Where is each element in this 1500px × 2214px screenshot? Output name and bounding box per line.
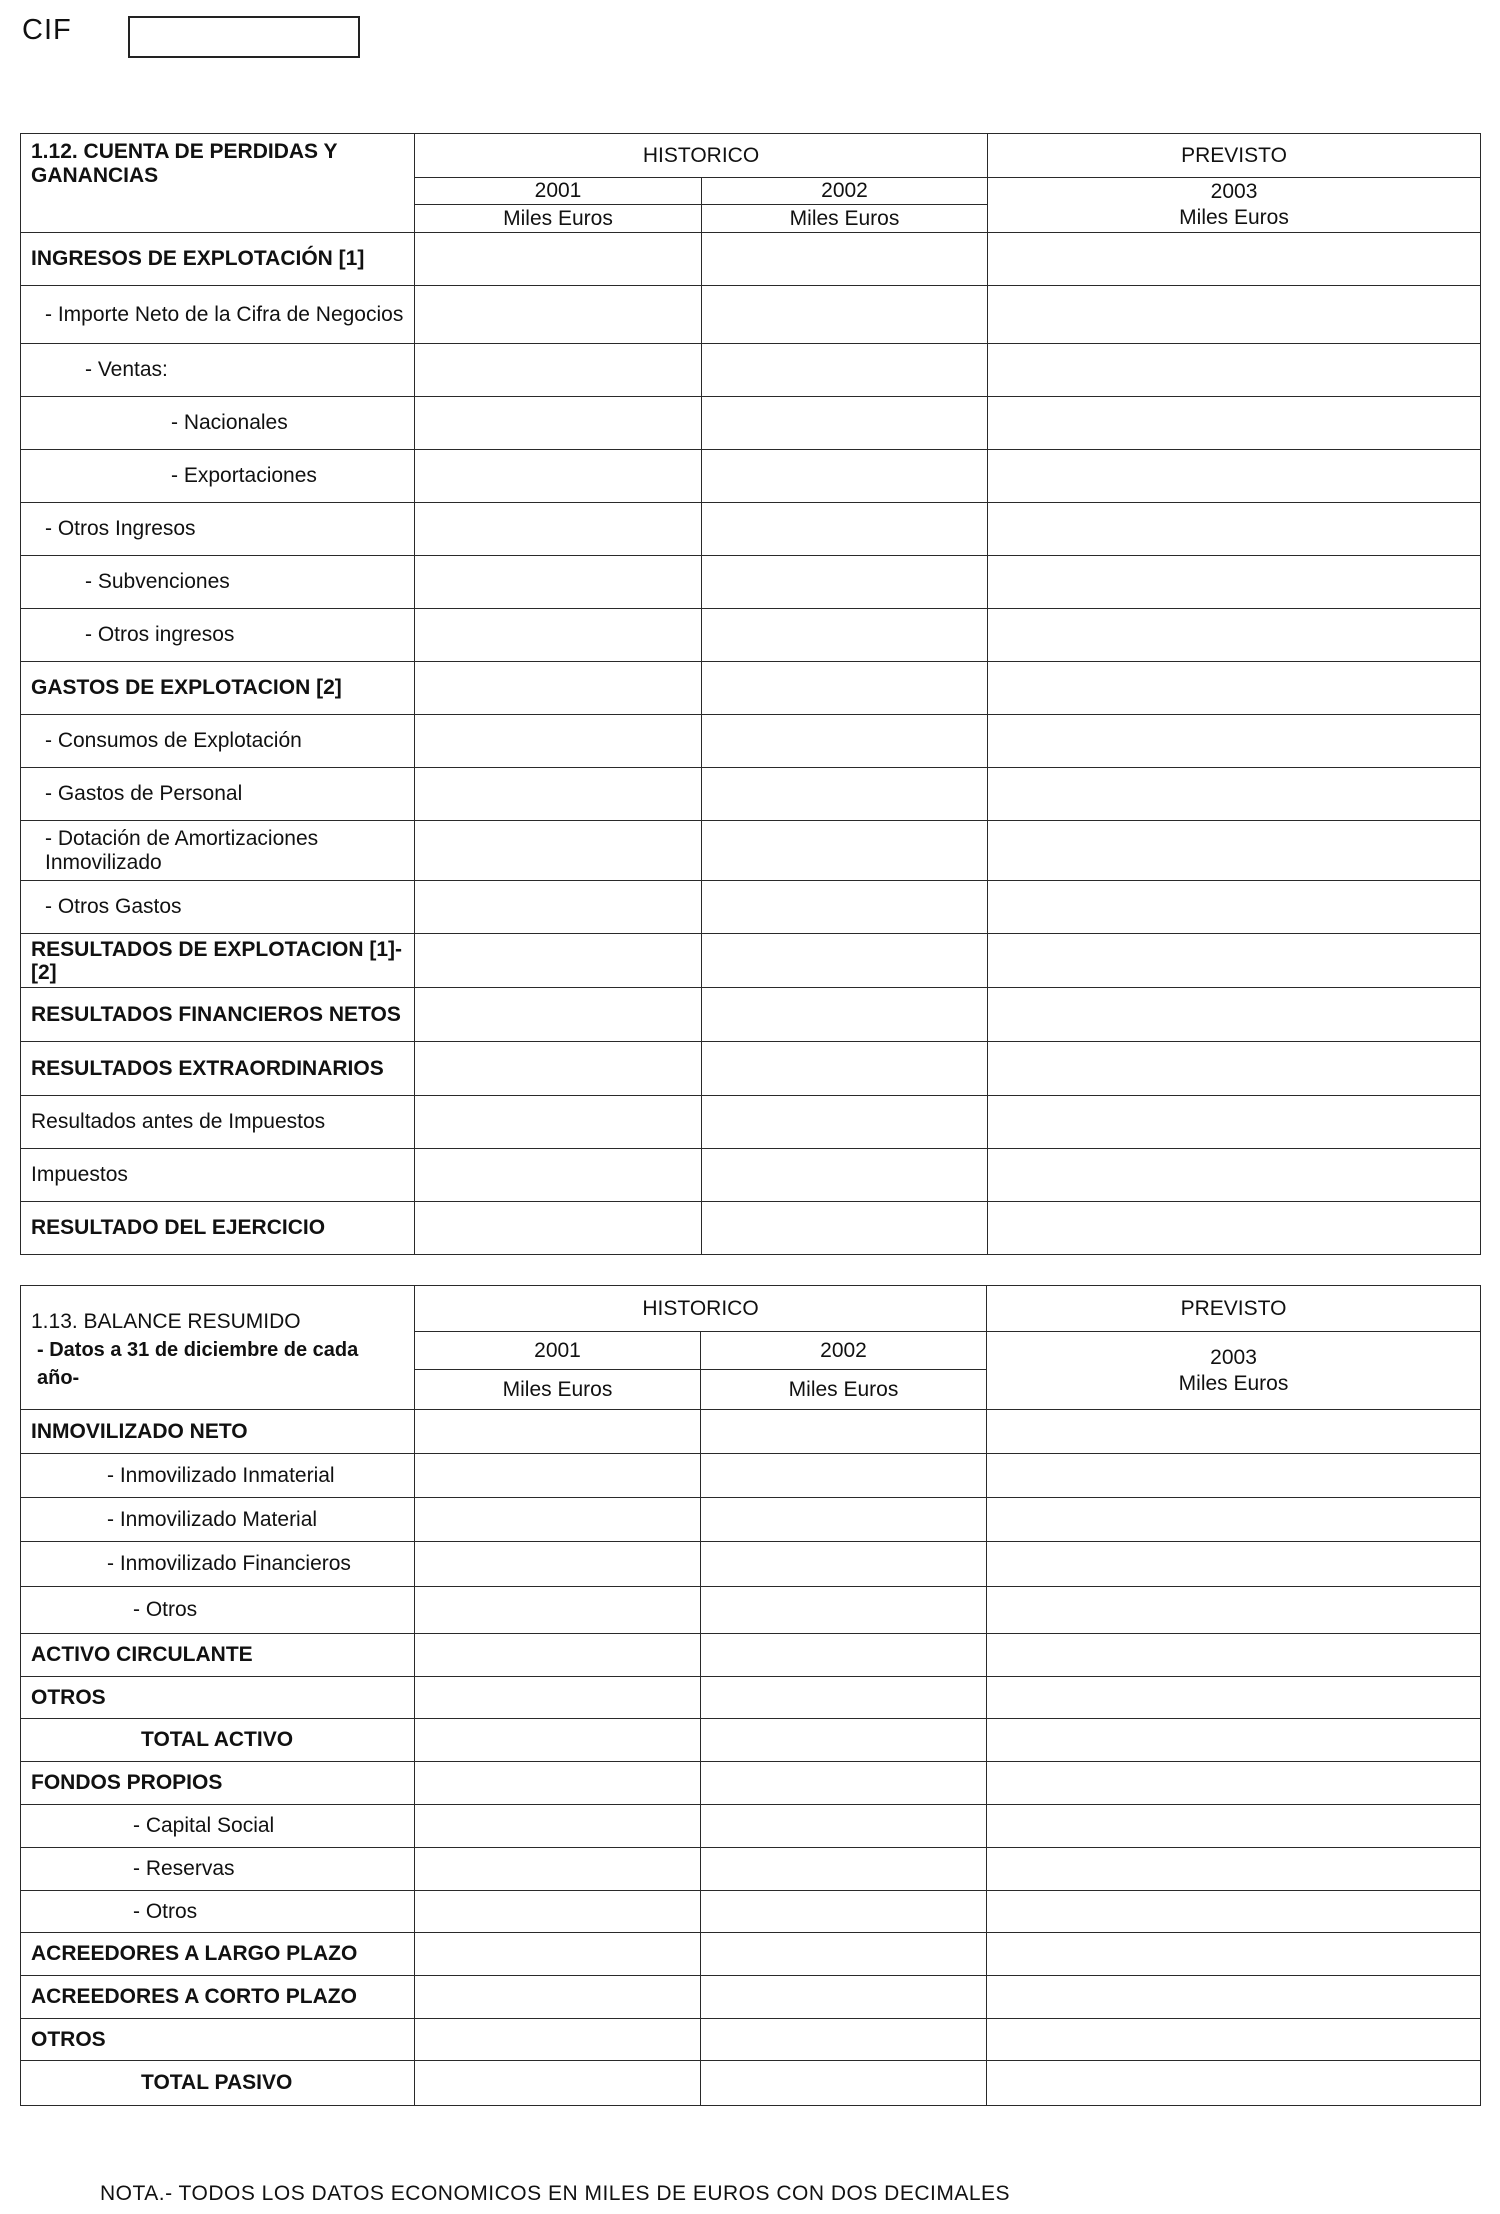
row-label: - Subvenciones — [21, 556, 415, 609]
pyg-unit-2002: Miles Euros — [702, 205, 988, 233]
balance-historico-header: HISTORICO — [415, 1286, 987, 1332]
cell-2002[interactable] — [701, 2019, 987, 2061]
cell-2002[interactable] — [702, 1149, 988, 1202]
cell-2001[interactable] — [415, 1762, 701, 1805]
cell-2001[interactable] — [415, 768, 702, 821]
cell-2001[interactable] — [415, 503, 702, 556]
cell-2003[interactable] — [988, 1149, 1481, 1202]
cell-2001[interactable] — [415, 233, 702, 286]
pyg-title: 1.12. CUENTA DE PERDIDAS Y GANANCIAS — [21, 134, 415, 233]
cell-2002[interactable] — [702, 556, 988, 609]
cell-2003[interactable] — [988, 397, 1481, 450]
cell-2002[interactable] — [702, 450, 988, 503]
cell-2003[interactable] — [988, 503, 1481, 556]
cell-2001[interactable] — [415, 556, 702, 609]
cell-2002[interactable] — [701, 1719, 987, 1762]
cell-2001[interactable] — [415, 662, 702, 715]
cell-2002[interactable] — [702, 503, 988, 556]
row-label: ACTIVO CIRCULANTE — [21, 1634, 415, 1677]
row-label: - Inmovilizado Inmaterial — [21, 1454, 415, 1498]
cell-2001[interactable] — [415, 1202, 702, 1255]
row-label: TOTAL ACTIVO — [21, 1719, 415, 1762]
row-label: Resultados antes de Impuestos — [21, 1096, 415, 1149]
cell-2003[interactable] — [988, 1202, 1481, 1255]
cell-2001[interactable] — [415, 286, 702, 344]
row-label: ACREEDORES A LARGO PLAZO — [21, 1933, 415, 1976]
cell-2003[interactable] — [988, 556, 1481, 609]
row-label: - Otros — [21, 1587, 415, 1634]
cell-2003[interactable] — [987, 1634, 1481, 1677]
cell-2002[interactable] — [702, 397, 988, 450]
cell-2003[interactable] — [987, 1848, 1481, 1891]
cell-2002[interactable] — [702, 1202, 988, 1255]
cell-2002[interactable] — [701, 1634, 987, 1677]
cell-2003[interactable] — [987, 1805, 1481, 1848]
cell-2002[interactable] — [701, 1677, 987, 1719]
cell-2003[interactable] — [988, 881, 1481, 934]
row-label: - Otros — [21, 1891, 415, 1933]
balance-year-2002: 2002 — [701, 1332, 987, 1370]
cell-2003[interactable] — [987, 1498, 1481, 1542]
cell-2002[interactable] — [701, 1848, 987, 1891]
row-label: - Importe Neto de la Cifra de Negocios — [21, 286, 415, 344]
cell-2003[interactable] — [987, 1762, 1481, 1805]
row-label: - Ventas: — [21, 344, 415, 397]
cell-2003[interactable] — [987, 1454, 1481, 1498]
cell-2001[interactable] — [415, 1805, 701, 1848]
row-label: - Nacionales — [21, 397, 415, 450]
cell-2003[interactable] — [987, 2019, 1481, 2061]
cell-2003[interactable] — [988, 1096, 1481, 1149]
cell-2001[interactable] — [415, 821, 702, 881]
cell-2002[interactable] — [702, 662, 988, 715]
pyg-year-2001: 2001 — [415, 178, 702, 205]
cell-2002[interactable] — [702, 344, 988, 397]
cell-2003[interactable] — [987, 1587, 1481, 1634]
row-label: - Otros ingresos — [21, 609, 415, 662]
row-label: INMOVILIZADO NETO — [21, 1410, 415, 1454]
cell-2002[interactable] — [701, 1805, 987, 1848]
row-label: - Inmovilizado Financieros — [21, 1542, 415, 1587]
row-label: Impuestos — [21, 1149, 415, 1202]
cell-2001[interactable] — [415, 1149, 702, 1202]
cell-2003[interactable] — [987, 2061, 1481, 2106]
row-label: - Dotación de Amortizaciones Inmovilizado — [21, 821, 415, 881]
cell-2003[interactable] — [988, 286, 1481, 344]
row-label: GASTOS DE EXPLOTACION [2] — [21, 662, 415, 715]
cell-2002[interactable] — [702, 768, 988, 821]
pyg-year-2003: 2003 — [1210, 180, 1258, 203]
cif-input[interactable] — [128, 16, 360, 58]
balance-year-2003: 2003 — [1210, 1345, 1257, 1369]
cell-2002[interactable] — [701, 1498, 987, 1542]
row-label: - Otros Gastos — [21, 881, 415, 934]
cell-2002[interactable] — [702, 1042, 988, 1096]
balance-title-cell — [21, 1286, 415, 1410]
row-label: OTROS — [21, 2019, 415, 2061]
cell-2003[interactable] — [987, 1542, 1481, 1587]
row-label: RESULTADOS EXTRAORDINARIOS — [21, 1042, 415, 1096]
row-label: OTROS — [21, 1677, 415, 1719]
cell-2003[interactable] — [988, 715, 1481, 768]
cell-2002[interactable] — [701, 1762, 987, 1805]
cell-2002[interactable] — [702, 988, 988, 1042]
cell-2002[interactable] — [701, 1410, 987, 1454]
cell-2001[interactable] — [415, 1042, 702, 1096]
cell-2003[interactable] — [988, 1042, 1481, 1096]
row-label: - Gastos de Personal — [21, 768, 415, 821]
cell-2001[interactable] — [415, 1454, 701, 1498]
row-label: - Capital Social — [21, 1805, 415, 1848]
row-label: - Consumos de Explotación — [21, 715, 415, 768]
cell-2002[interactable] — [702, 715, 988, 768]
row-label: - Exportaciones — [21, 450, 415, 503]
cell-2001[interactable] — [415, 344, 702, 397]
balance-table — [20, 1285, 1481, 2106]
cell-2002[interactable] — [702, 821, 988, 881]
row-label: RESULTADOS DE EXPLOTACION [1]- [2] — [21, 934, 415, 988]
cell-2001[interactable] — [415, 881, 702, 934]
cell-2003[interactable] — [988, 768, 1481, 821]
row-label: RESULTADO DEL EJERCICIO — [21, 1202, 415, 1255]
balance-subtitle: - Datos a 31 de diciembre de cada año- — [37, 1339, 359, 1389]
cell-2001[interactable] — [415, 1976, 701, 2019]
cell-2001[interactable] — [415, 1410, 701, 1454]
cell-2001[interactable] — [415, 1848, 701, 1891]
cell-2001[interactable] — [415, 2061, 701, 2106]
cell-2001[interactable] — [415, 715, 702, 768]
cell-2001[interactable] — [415, 1677, 701, 1719]
cell-2001[interactable] — [415, 1933, 701, 1976]
cell-2003[interactable] — [988, 233, 1481, 286]
cell-2001[interactable] — [415, 609, 702, 662]
pyg-unit-2003: Miles Euros — [1179, 206, 1289, 229]
cell-2003[interactable] — [987, 1410, 1481, 1454]
cell-2003[interactable] — [987, 1976, 1481, 2019]
cell-2003[interactable] — [988, 609, 1481, 662]
cell-2002[interactable] — [702, 1096, 988, 1149]
cell-2002[interactable] — [701, 2061, 987, 2106]
balance-unit-2003: Miles Euros — [1178, 1371, 1289, 1395]
cell-2003[interactable] — [987, 1891, 1481, 1933]
row-label: - Reservas — [21, 1848, 415, 1891]
cell-2001[interactable] — [415, 1096, 702, 1149]
row-label: INGRESOS DE EXPLOTACIÓN [1] — [21, 233, 415, 286]
cell-2003[interactable] — [987, 1719, 1481, 1762]
cif-label: CIF — [22, 14, 72, 46]
cell-2001[interactable] — [415, 1498, 701, 1542]
cell-2002[interactable] — [702, 286, 988, 344]
cell-2001[interactable] — [415, 1719, 701, 1762]
row-label: RESULTADOS FINANCIEROS NETOS — [21, 988, 415, 1042]
cell-2001[interactable] — [415, 988, 702, 1042]
balance-title: 1.13. BALANCE RESUMIDO — [31, 1310, 301, 1333]
row-label: FONDOS PROPIOS — [21, 1762, 415, 1805]
cell-2001[interactable] — [415, 397, 702, 450]
balance-unit-2001: Miles Euros — [415, 1370, 701, 1410]
row-label: ACREEDORES A CORTO PLAZO — [21, 1976, 415, 2019]
cell-2002[interactable] — [701, 1454, 987, 1498]
cell-2001[interactable] — [415, 934, 702, 988]
balance-year-2001: 2001 — [415, 1332, 701, 1370]
footer-note: NOTA.- TODOS LOS DATOS ECONOMICOS EN MILES DE EUROS CON DOS DECIMALES — [100, 2182, 1011, 2205]
cell-2002[interactable] — [701, 1587, 987, 1634]
cell-2002[interactable] — [701, 1542, 987, 1587]
cell-2001[interactable] — [415, 1542, 701, 1587]
pyg-year-2002: 2002 — [702, 178, 988, 205]
balance-col-2003 — [987, 1332, 1481, 1410]
cell-2003[interactable] — [987, 1677, 1481, 1719]
pyg-col-2003 — [988, 178, 1481, 233]
cell-2002[interactable] — [701, 1976, 987, 2019]
cell-2001[interactable] — [415, 1634, 701, 1677]
cell-2001[interactable] — [415, 450, 702, 503]
cell-2003[interactable] — [988, 344, 1481, 397]
balance-previsto-header: PREVISTO — [987, 1286, 1481, 1332]
row-label: - Inmovilizado Material — [21, 1498, 415, 1542]
row-label: - Otros Ingresos — [21, 503, 415, 556]
pyg-previsto-header: PREVISTO — [988, 134, 1481, 178]
pyg-historico-header: HISTORICO — [415, 134, 988, 178]
cell-2002[interactable] — [702, 233, 988, 286]
cell-2002[interactable] — [702, 934, 988, 988]
row-label: TOTAL PASIVO — [21, 2061, 415, 2106]
cell-2002[interactable] — [701, 1933, 987, 1976]
cell-2002[interactable] — [701, 1891, 987, 1933]
cell-2002[interactable] — [702, 609, 988, 662]
balance-unit-2002: Miles Euros — [701, 1370, 987, 1410]
cell-2003[interactable] — [987, 1933, 1481, 1976]
cell-2002[interactable] — [702, 881, 988, 934]
cell-2003[interactable] — [988, 988, 1481, 1042]
pyg-unit-2001: Miles Euros — [415, 205, 702, 233]
cell-2003[interactable] — [988, 934, 1481, 988]
cell-2001[interactable] — [415, 1891, 701, 1933]
cell-2001[interactable] — [415, 2019, 701, 2061]
cell-2003[interactable] — [988, 821, 1481, 881]
cell-2003[interactable] — [988, 662, 1481, 715]
profit-loss-table — [20, 133, 1481, 1255]
cell-2003[interactable] — [988, 450, 1481, 503]
cell-2001[interactable] — [415, 1587, 701, 1634]
